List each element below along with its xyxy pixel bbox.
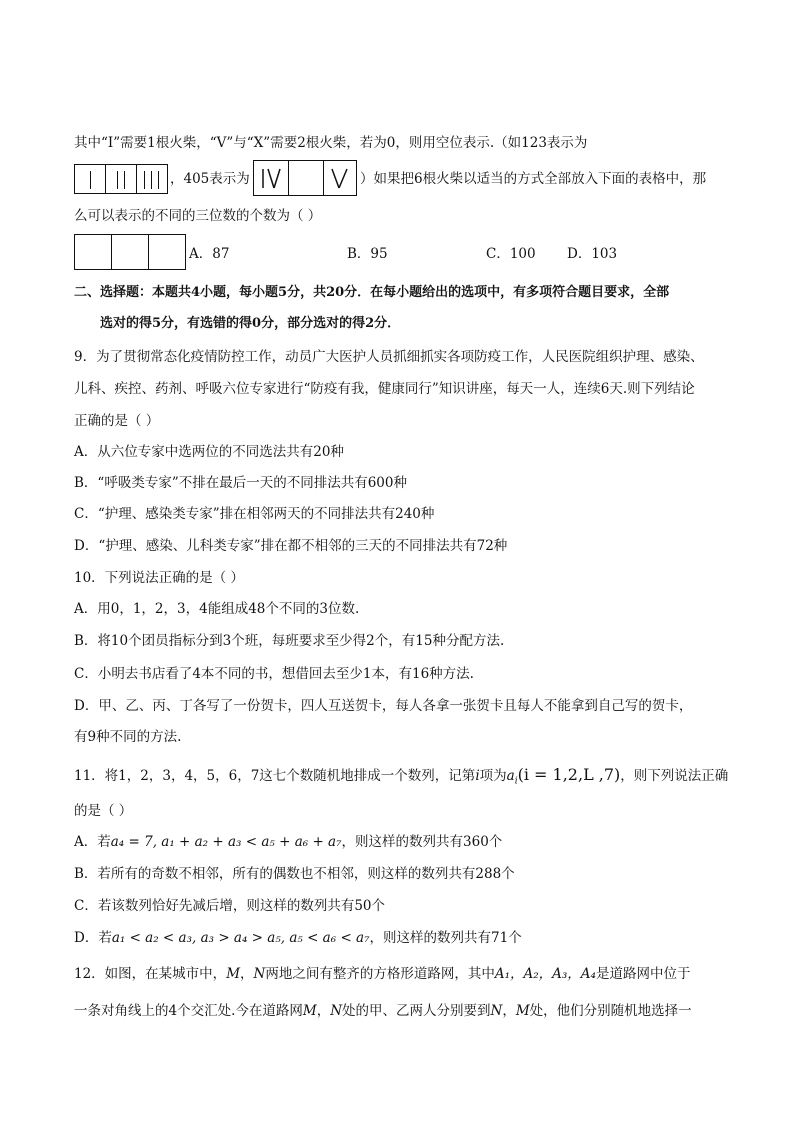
q11-text-a: 11．将1，2，3，4，5，6，7这七个数随机地排成一个数列，记第 <box>74 768 476 784</box>
q11-formula-range: (i = 1,2,L ,7) <box>517 765 621 784</box>
q11-text-c: ，则下列说法正确 <box>620 768 729 784</box>
q10-option-d-line1: D．甲、乙、丙、丁各写了一份贺卡，四人互送贺卡，每人各拿一张贺卡且每人不能拿到自己写的贺卡， <box>74 698 693 714</box>
q12-var-m: M <box>226 966 241 982</box>
q11-formula-sub: i <box>514 776 518 787</box>
example-box-123 <box>74 164 168 194</box>
cell-three <box>137 165 167 193</box>
q12-text-b: 两地之间有整齐的方格形道路网，其中 <box>265 966 495 982</box>
roman-four-icon <box>254 161 287 195</box>
matchstick-icon <box>124 171 125 189</box>
matchstick-icon <box>151 171 152 189</box>
section2-heading: 二、选择题：本题共4小题，每小题5分，共20分．在每小题给出的选项中，有多项符合题目要求，全部 <box>74 285 670 300</box>
section2-heading-cont: 选对的得5分，有选错的得0分，部分选对的得2分． <box>100 316 401 331</box>
q8-line2-end: ）如果把6根火柴以适当的方式全部放入下面的表格中，那 <box>360 171 707 187</box>
cell-one <box>75 165 106 193</box>
q9-stem-line1: 9．为了贯彻常态化疫情防控工作，动员广大医护人员抓细抓实各项防疫工作，人民医院组织护理、感染、 <box>74 349 704 365</box>
q8-line1: 其中“Ⅰ”需要1根火柴，“Ⅴ”与“X”需要2根火柴，若为0，则用空位表示.（如123表示为 <box>74 135 588 151</box>
q12-var-m2: M <box>302 1003 317 1019</box>
q11-stem-line2: 的是（ ） <box>74 803 133 819</box>
q9-option-c: C．“护理、感染类专家”排在相邻两天的不同排法共有240种 <box>74 506 435 522</box>
q11-var-i: i <box>475 768 480 784</box>
q9-stem-line2: 儿科、疾控、药剂、呼吸六位专家进行“防疫有我，健康同行”知识讲座，每天一人，连续6天.则下列结论 <box>74 381 695 397</box>
q8-option-d: D．103 <box>567 246 618 262</box>
q12-text-a: 12．如图，在某城市中， <box>74 966 227 982</box>
table-cell <box>112 235 149 269</box>
q9-option-b: B．“呼吸类专家”不排在最后一天的不同排法共有600种 <box>74 475 407 491</box>
q11-text-b: 项为 <box>479 768 507 784</box>
q11-stem-line1 <box>74 766 728 791</box>
q11-option-b: B．若所有的奇数不相邻，所有的偶数也不相邻，则这样的数列共有288个 <box>74 866 515 882</box>
table-cell <box>149 235 185 269</box>
q11-option-c: C．若该数列恰好先减后增，则这样的数列共有50个 <box>74 898 386 914</box>
q9-stem-line3: 正确的是（ ） <box>74 413 160 429</box>
q10-option-b: B．将10个团员指标分到3个班，每班要求至少得2个，有15种分配方法. <box>74 633 505 649</box>
q11-a-post: ，则这样的数列共有360个 <box>341 834 503 850</box>
matchstick-icon <box>158 171 159 189</box>
q11-a-math: a₄ = 7, a₁ + a₂ + a₃ < a₅ + a₆ + a₇ <box>110 834 342 850</box>
roman-five-icon <box>324 161 356 195</box>
q10-stem: 10．下列说法正确的是（ ） <box>74 570 244 586</box>
q12-var-n3: N <box>490 1003 503 1019</box>
cell-two <box>106 165 137 193</box>
q12-var-m3: M <box>515 1003 530 1019</box>
q12-text-d: 一条对角线上的4个交汇处.今在道路网 <box>74 1003 303 1019</box>
q10-option-c: C．小明去书店看了4本不同的书，想借回去至少1本，有16种方法. <box>74 666 474 682</box>
q11-option-d <box>74 929 522 947</box>
q12-sep2: ， <box>316 1003 331 1019</box>
q12-var-n: N <box>253 966 266 982</box>
q11-option-a <box>74 833 502 851</box>
q10-option-a: A．用0，1，2，3，4能组成48个不同的3位数. <box>74 601 360 617</box>
q8-option-b: B．95 <box>347 246 388 262</box>
q12-points-a: A₁，A₂，A₃，A₄ <box>494 966 596 982</box>
example-box-405 <box>253 160 357 196</box>
q10-option-d-line2: 有9种不同的方法. <box>74 729 182 745</box>
table-cell <box>75 235 112 269</box>
q8-line3: 么可以表示的不同的三位数的个数为（ ） <box>74 208 322 224</box>
q12-var-n2: N <box>330 1003 343 1019</box>
q11-a-pre: A．若 <box>74 834 111 850</box>
q11-d-math: a₁ < a₂ < a₃, a₃ > a₄ > a₅, a₅ < a₆ < a₇ <box>111 930 370 946</box>
q12-stem-line2 <box>74 1002 692 1020</box>
q11-d-pre: D．若 <box>74 930 112 946</box>
q12-sep3: ， <box>502 1003 516 1019</box>
q8-line2-mid: ，405表示为 <box>170 171 250 187</box>
q12-text-f: 处，他们分别随机地选择一 <box>529 1003 692 1019</box>
q8-option-a: A．87 <box>189 246 230 262</box>
cell-four <box>254 161 289 195</box>
q12-sep: ， <box>240 966 254 982</box>
q12-text-c: 是道路网中位于 <box>595 966 691 982</box>
q12-stem-line1 <box>74 965 690 983</box>
matchstick-icon <box>144 171 145 189</box>
cell-zero-empty <box>289 161 324 195</box>
q9-option-d: D．“护理、感染、儿科类专家”排在都不相邻的三天的不同排法共有72种 <box>74 538 508 554</box>
q11-d-post: ，则这样的数列共有71个 <box>369 930 522 946</box>
cell-five <box>324 161 356 195</box>
q12-text-e: 处的甲、乙两人分别要到 <box>342 1003 491 1019</box>
q11-formula-a: a <box>506 768 515 784</box>
matchstick-icon <box>117 171 118 189</box>
empty-answer-table <box>74 234 186 270</box>
q9-option-a: A．从六位专家中选两位的不同选法共有20种 <box>74 444 344 460</box>
q8-option-c: C．100 <box>486 246 536 262</box>
matchstick-icon <box>90 171 91 189</box>
